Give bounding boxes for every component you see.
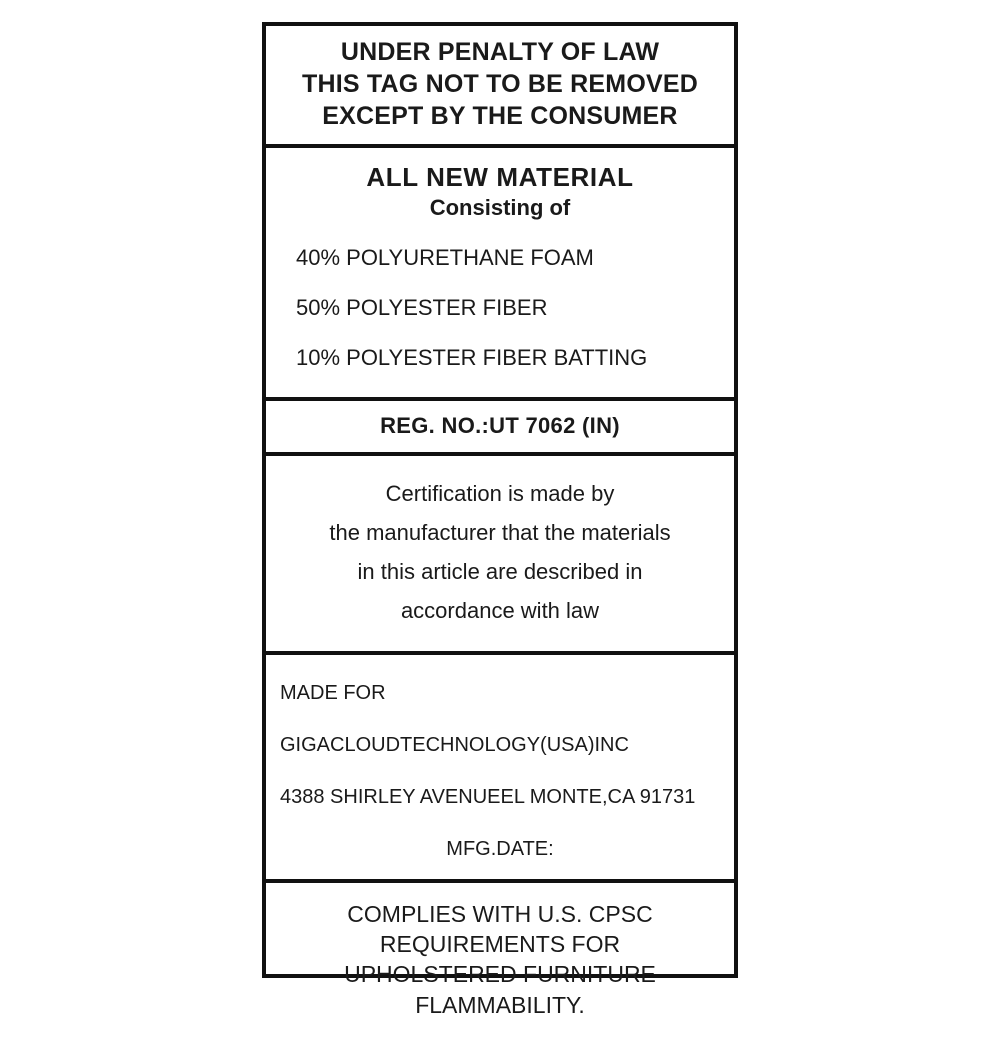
registration-section	[266, 401, 734, 456]
made-for-section	[266, 655, 734, 883]
material-component: 40% POLYURETHANE FOAM	[296, 244, 594, 270]
penalty-line-1: UNDER PENALTY OF LAW	[340, 38, 660, 66]
materials-heading: ALL NEW MATERIAL	[366, 162, 634, 192]
compliance-line-4: FLAMMABILITY.	[415, 991, 585, 1018]
compliance-section	[266, 883, 734, 1040]
compliance-line-1: COMPLIES WITH U.S. CPSC	[347, 900, 653, 927]
manufacturer-company: GIGACLOUDTECHNOLOGY(USA)INC	[280, 733, 629, 756]
penalty-line-2: THIS TAG NOT TO BE REMOVED	[302, 70, 698, 98]
registration-number: REG. NO.:UT 7062 (IN)	[380, 412, 620, 438]
materials-subheading: Consisting of	[429, 195, 571, 221]
certification-section	[266, 456, 734, 655]
material-component: 10% POLYESTER FIBER BATTING	[296, 344, 648, 370]
certification-line-4: accordance with law	[400, 598, 600, 624]
compliance-line-2: REQUIREMENTS FOR	[379, 930, 621, 957]
penalty-notice-section	[266, 26, 734, 148]
materials-section	[266, 148, 734, 401]
certification-line-3: in this article are described in	[357, 559, 643, 585]
upholstery-law-tag	[262, 22, 738, 1018]
material-component: 50% POLYESTER FIBER	[296, 294, 548, 320]
compliance-line-3: UPHOLSTERED FURNITURE	[344, 961, 656, 988]
made-for-label: MADE FOR	[280, 681, 386, 704]
manufacturer-address: 4388 SHIRLEY AVENUEEL MONTE,CA 91731	[280, 785, 696, 808]
certification-line-2: the manufacturer that the materials	[329, 520, 671, 546]
mfg-date-label: MFG.DATE:	[446, 837, 554, 860]
certification-line-1: Certification is made by	[385, 480, 615, 506]
penalty-line-3: EXCEPT BY THE CONSUMER	[322, 102, 678, 130]
